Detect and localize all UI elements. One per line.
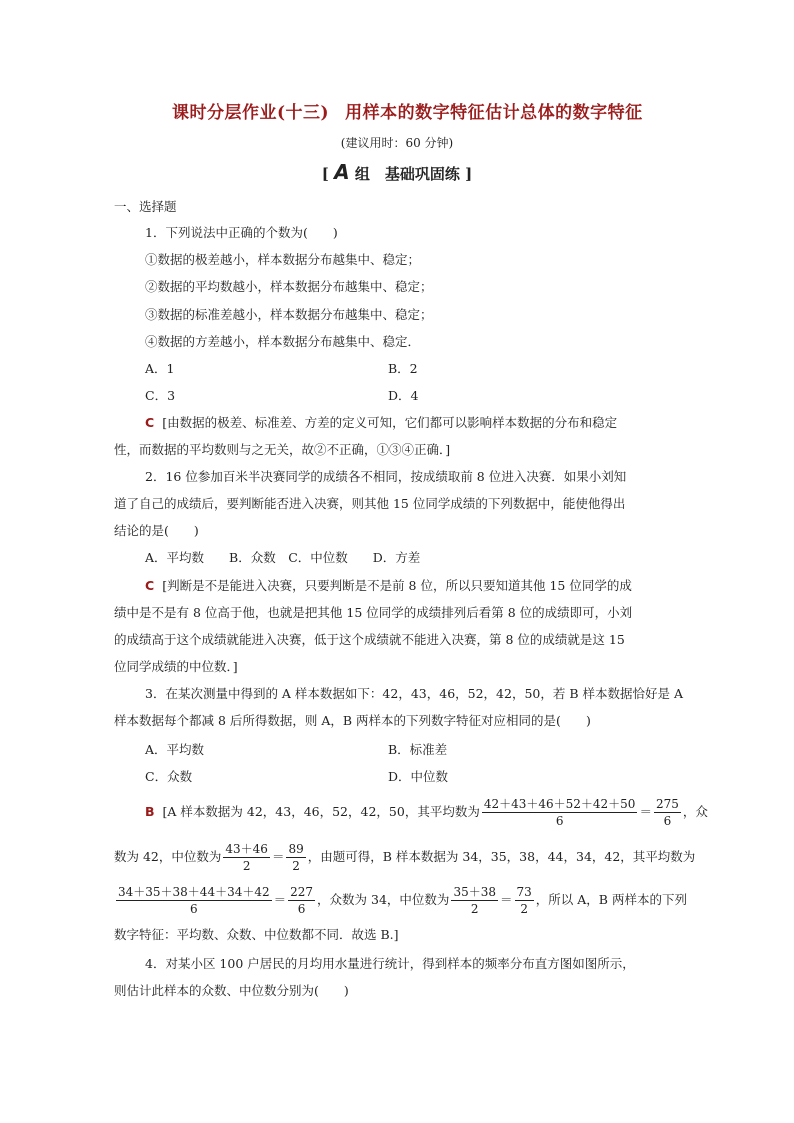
q3-fraction-mean-b-result bbox=[288, 884, 315, 917]
q3-option-c: C．众数 bbox=[145, 769, 193, 784]
group-letter: A bbox=[334, 160, 350, 184]
fraction-denominator: 6 bbox=[297, 902, 306, 916]
q3-option-b: B．标准差 bbox=[388, 742, 448, 757]
time-note: (建议用时：60 分钟) bbox=[340, 136, 454, 150]
q3-option-d: D．中位数 bbox=[388, 769, 449, 784]
fraction-numerator: 34＋35＋38＋44＋34＋42 bbox=[118, 885, 270, 899]
q2-stem-1: 2．16 位参加百米半决赛同学的成绩各不相同，按成绩取前 8 位进入决赛．如果小刘知 bbox=[145, 469, 627, 484]
q4-stem-1: 4．对某小区 100 户居民的月均用水量进行统计，得到样本的频率分布直方图如图所示， bbox=[145, 956, 635, 971]
section-title: 一、选择题 bbox=[114, 199, 177, 214]
q1-item-4: ④数据的方差越小，样本数据分布越集中、稳定． bbox=[145, 334, 421, 349]
fraction-numerator: 43＋46 bbox=[225, 842, 268, 856]
q3-solution-text-2b: ，由题可得，B 样本数据为 34，35，38，44，34，42，其平均数为 bbox=[307, 849, 696, 864]
q1-explain-line-1 bbox=[145, 414, 617, 432]
fraction-denominator: 2 bbox=[292, 859, 300, 873]
q3-fraction-median-a bbox=[223, 841, 270, 874]
fraction-numerator: 73 bbox=[516, 885, 532, 899]
group-heading bbox=[0, 160, 794, 184]
q2-explain-line-4: 位同学成绩的中位数．] bbox=[114, 659, 238, 674]
page-title bbox=[172, 98, 643, 123]
fraction-denominator: 2 bbox=[242, 859, 251, 873]
q1-answer: C bbox=[145, 415, 155, 430]
q1-item-3: ③数据的标准差越小，样本数据分布越集中、稳定； bbox=[145, 307, 433, 322]
q2-stem-2: 道了自己的成绩后，要判断能否进入决赛，则其他 15 位同学成绩的下列数据中，能使他得出 bbox=[114, 496, 626, 511]
q3-answer: B bbox=[145, 804, 155, 819]
q1-option-c: C．3 bbox=[145, 388, 176, 403]
group-bracket-open: [ bbox=[321, 165, 329, 183]
q1-option-d: D．4 bbox=[388, 388, 419, 403]
q1-item-2: ②数据的平均数越小，样本数据分布越集中、稳定； bbox=[145, 279, 433, 294]
q2-answer: C bbox=[145, 578, 155, 593]
q1-option-a: A．1 bbox=[145, 361, 175, 376]
fraction-denominator: 6 bbox=[189, 902, 198, 916]
fraction-denominator: 2 bbox=[520, 902, 528, 916]
group-text: 组 基础巩固练 bbox=[354, 165, 460, 183]
fraction-numerator: 275 bbox=[655, 797, 679, 811]
q2-stem-3: 结论的是( ) bbox=[114, 523, 199, 538]
fraction-numerator: 42＋43＋46＋52＋42＋50 bbox=[483, 797, 636, 811]
q3-fraction-median-a-result bbox=[286, 841, 305, 874]
q3-fraction-median-b-result bbox=[515, 884, 534, 917]
q1-explain-line-2: 性，而数据的平均数则与之无关，故②不正确，①③④正确．] bbox=[114, 442, 451, 457]
q4-stem-2: 则估计此样本的众数、中位数分别为( ) bbox=[114, 983, 349, 998]
group-bracket-close: ] bbox=[465, 165, 473, 183]
q3-solution-text-3a: ，众数为 34，中位数为 bbox=[317, 892, 450, 907]
q2-explain-text-1: [判断是不是能进入决赛，只要判断是不是前 8 位，所以只要知道其他 15 位同学的成 bbox=[162, 578, 632, 593]
fraction-denominator: 6 bbox=[663, 814, 672, 828]
fraction-numerator: 89 bbox=[288, 842, 304, 856]
fraction-numerator: 227 bbox=[290, 885, 314, 899]
q3-fraction-mean-a-result bbox=[654, 796, 681, 829]
title-right: 用样本的数字特征估计总体的数字特征 bbox=[345, 103, 643, 123]
title-left: 课时分层作业(十三) bbox=[172, 103, 330, 123]
q3-solution-text-2a: 数为 42，中位数为 bbox=[114, 849, 222, 864]
q3-fraction-mean-b bbox=[116, 884, 272, 917]
q3-solution-line-3 bbox=[114, 884, 687, 917]
q2-explain-line-1 bbox=[145, 577, 632, 595]
fraction-denominator: 6 bbox=[555, 814, 564, 828]
q1-stem: 1．下列说法中正确的个数为( ) bbox=[145, 225, 338, 240]
equals-sign: ＝ bbox=[499, 892, 513, 907]
q3-solution-text-1b: ，众 bbox=[682, 804, 708, 819]
q3-solution-text-3b: ，所以 A，B 两样本的下列 bbox=[535, 892, 687, 907]
q3-stem-1: 3．在某次测量中得到的 A 样本数据如下：42，43，46，52，42，50，若 B 样本数据恰好是 A bbox=[145, 686, 683, 701]
q3-solution-text-1a: [A 样本数据为 42，43，46，52，42，50，其平均数为 bbox=[162, 804, 480, 819]
q3-solution-line-2 bbox=[114, 841, 695, 874]
q3-option-a: A．平均数 bbox=[145, 742, 205, 757]
q3-solution-line-1 bbox=[145, 796, 708, 829]
q1-option-b: B．2 bbox=[388, 361, 418, 376]
q2-explain-line-2: 绩中是不是有 8 位高于他，也就是把其他 15 位同学的成绩排列后看第 8 位的成绩即可，小刘 bbox=[114, 605, 633, 620]
q3-stem-2: 样本数据每个都减 8 后所得数据，则 A，B 两样本的下列数字特征对应相同的是( ) bbox=[114, 713, 591, 728]
equals-sign: ＝ bbox=[271, 849, 285, 864]
q1-item-1: ①数据的极差越小，样本数据分布越集中、稳定； bbox=[145, 252, 421, 267]
q3-solution-line-4: 数字特征：平均数、众数、中位数都不同．故选 B.] bbox=[114, 927, 399, 942]
equals-sign: ＝ bbox=[273, 892, 287, 907]
fraction-denominator: 2 bbox=[470, 902, 479, 916]
equals-sign: ＝ bbox=[639, 804, 652, 819]
fraction-numerator: 35＋38 bbox=[453, 885, 496, 899]
q3-fraction-median-b bbox=[451, 884, 498, 917]
q2-options: A．平均数 B．众数 C．中位数 D．方差 bbox=[145, 550, 421, 565]
q1-explain-text-1: [由数据的极差、标准差、方差的定义可知，它们都可以影响样本数据的分布和稳定 bbox=[162, 415, 618, 430]
q2-explain-line-3: 的成绩高于这个成绩就能进入决赛，低于这个成绩就不能进入决赛，第 8 位的成绩就是这 15 bbox=[114, 632, 625, 647]
q3-fraction-mean-a bbox=[482, 796, 638, 829]
